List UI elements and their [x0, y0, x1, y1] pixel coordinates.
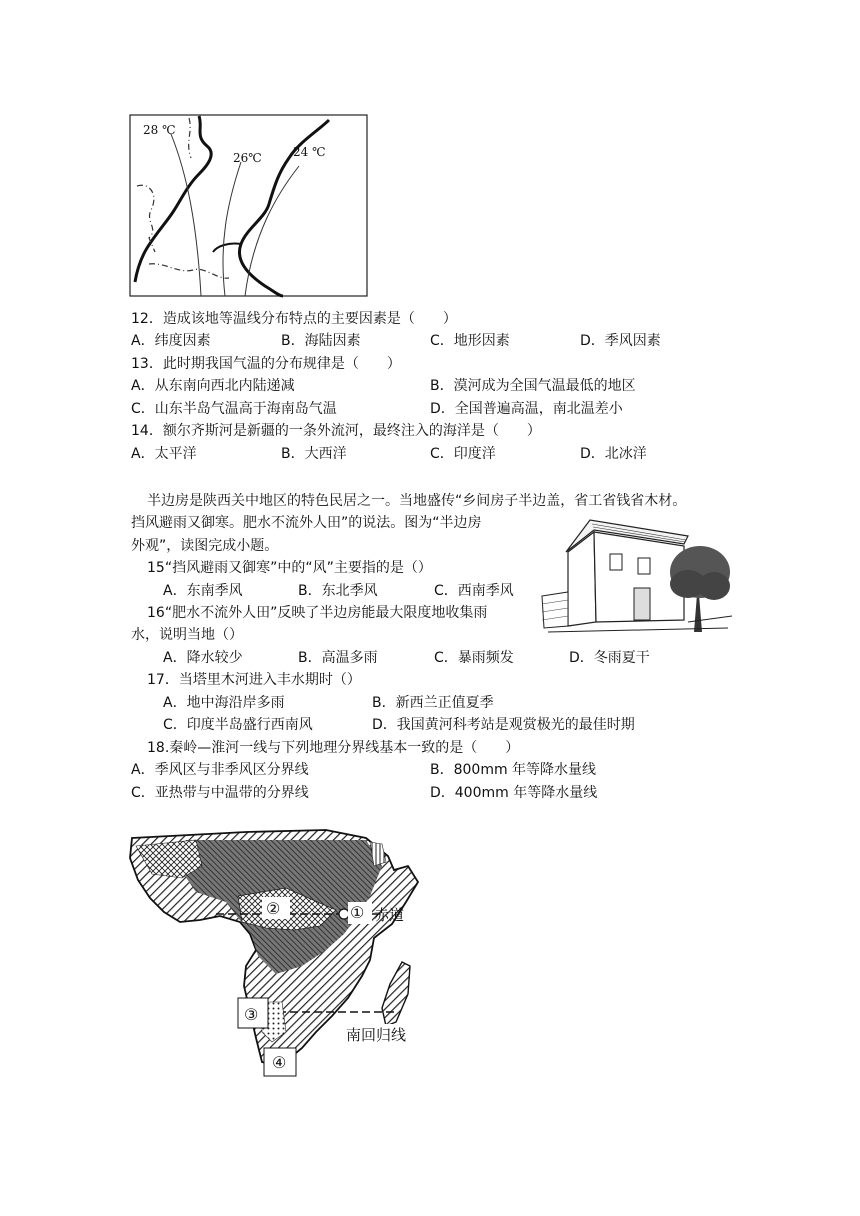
half-house-figure: [538, 512, 734, 636]
map-region-3-label: ③: [244, 1005, 259, 1024]
isotherm-label-28: 28 ℃: [143, 123, 176, 137]
q14-option-d[interactable]: D．北冰洋: [580, 446, 647, 462]
isotherm-map: [129, 114, 369, 298]
q16-stem-line-1: 16“肥水不流外人田”反映了半边房能最大限度地收集雨: [147, 605, 488, 621]
q12-option-c[interactable]: C．地形因素: [430, 333, 510, 349]
q17-option-b[interactable]: B．新西兰正值夏季: [372, 695, 494, 711]
q17-stem: 17．当塔里木河进入丰水期时（）: [147, 672, 361, 688]
q12-stem: 12．造成该地等温线分布特点的主要因素是（ ）: [131, 311, 457, 327]
equator-label: 赤道: [374, 906, 405, 924]
q13-option-c[interactable]: C．山东半岛气温高于海南岛气温: [131, 401, 337, 417]
isotherm-label-24: 24 ℃: [293, 145, 326, 159]
q17-option-d[interactable]: D．我国黄河科考站是观赏极光的最佳时期: [372, 717, 635, 733]
q15-stem: 15“挡风避雨又御寒”中的“风”主要指的是（）: [147, 560, 432, 576]
q13-option-b[interactable]: B．漠河成为全国气温最低的地区: [430, 378, 636, 394]
q16-stem-line-2: 水，说明当地（）: [131, 627, 243, 643]
tropic-of-capricorn-label: 南回归线: [346, 1026, 407, 1044]
q15-option-b[interactable]: B．东北季风: [298, 583, 378, 599]
q18-stem: 18.秦岭—淮河一线与下列地理分界线基本一致的是（ ）: [147, 740, 520, 756]
q16-option-c[interactable]: C．暴雨频发: [434, 650, 514, 666]
q14-option-a[interactable]: A．太平洋: [131, 446, 197, 462]
q17-option-c[interactable]: C．印度半岛盛行西南风: [163, 717, 313, 733]
q13-option-a[interactable]: A．从东南向西北内陆递减: [131, 378, 295, 394]
q18-option-b[interactable]: B．800mm 年等降水量线: [430, 762, 597, 778]
passage-line-2: 挡风避雨又御寒。肥水不流外人田”的说法。图为“半边房: [131, 515, 482, 531]
q18-option-a[interactable]: A．季风区与非季风区分界线: [131, 762, 309, 778]
q15-option-c[interactable]: C．西南季风: [434, 583, 514, 599]
q18-option-c[interactable]: C．亚热带与中温带的分界线: [131, 785, 309, 801]
isotherm-label-26: 26℃: [233, 151, 262, 165]
q12-option-b[interactable]: B．海陆因素: [281, 333, 361, 349]
q13-option-d[interactable]: D．全国普遍高温，南北温差小: [430, 401, 623, 417]
q13-stem: 13．此时期我国气温的分布规律是（ ）: [131, 356, 401, 372]
q17-option-a[interactable]: A．地中海沿岸多雨: [163, 695, 285, 711]
passage-line-3: 外观”，读图完成小题。: [131, 538, 279, 554]
q16-option-a[interactable]: A．降水较少: [163, 650, 243, 666]
map-region-4-label: ④: [272, 1053, 287, 1072]
q12-option-d[interactable]: D．季风因素: [580, 333, 661, 349]
q14-option-c[interactable]: C．印度洋: [430, 446, 496, 462]
q16-option-d[interactable]: D．冬雨夏干: [569, 650, 650, 666]
map-region-2-label: ②: [266, 899, 281, 918]
q14-stem: 14．额尔齐斯河是新疆的一条外流河，最终注入的海洋是（ ）: [131, 423, 541, 439]
q18-option-d[interactable]: D．400mm 年等降水量线: [430, 785, 598, 801]
q12-option-a[interactable]: A．纬度因素: [131, 333, 211, 349]
q16-option-b[interactable]: B．高温多雨: [298, 650, 378, 666]
africa-climate-map: [126, 826, 426, 1082]
map-region-1-label: ①: [350, 903, 365, 922]
q14-option-b[interactable]: B．大西洋: [281, 446, 347, 462]
passage-line-1: 半边房是陕西关中地区的特色民居之一。当地盛传“乡间房子半边盖，省工省钱省木材。: [147, 493, 687, 509]
q15-option-a[interactable]: A．东南季风: [163, 583, 243, 599]
